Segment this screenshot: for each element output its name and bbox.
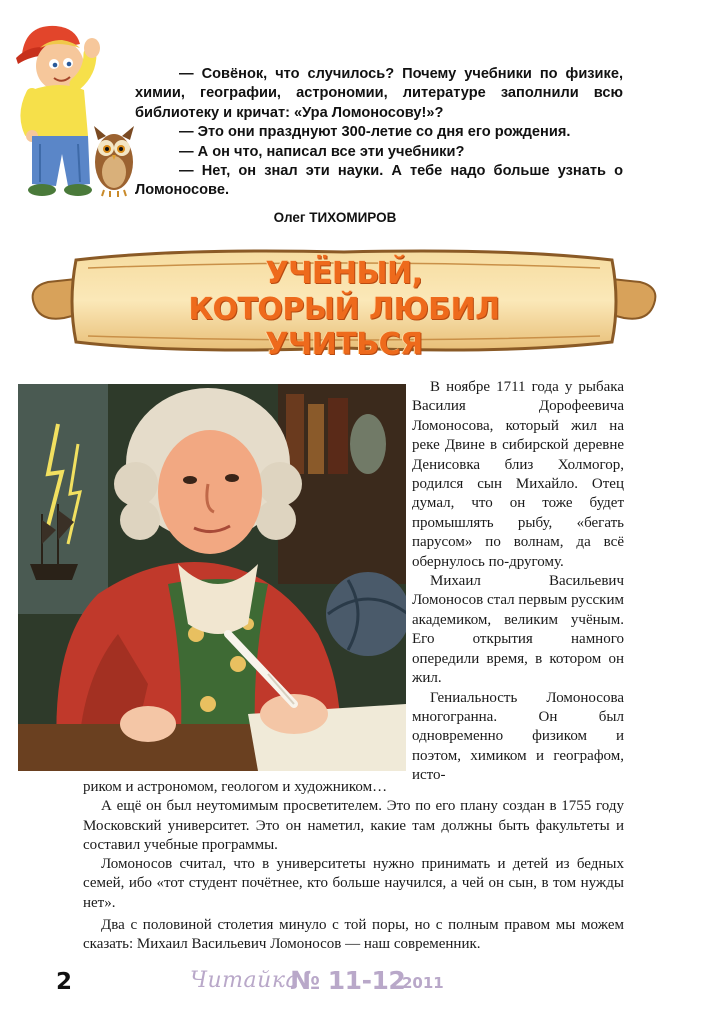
article-paragraph: Михаил Васильевич Ломоносов стал первым русским академиком, великим учёным. Его открытия намного опередили время, в котором он жил. — [412, 573, 624, 687]
article-right-column — [412, 378, 624, 786]
dialogue-line: — А он что, написал все эти учебники? — [179, 143, 465, 160]
author-name: Олег ТИХОМИРОВ — [273, 210, 397, 225]
boy-illustration-icon — [10, 14, 102, 200]
dialogue-line: — Это они празднуют 300-летие со дня его рождения. — [179, 124, 571, 141]
article-paragraph: Два с половиной столетия минуло с той поры, но с полным правом мы можем сказать: Михаил Васильевич Ломоносов — наш современник. — [83, 917, 624, 953]
title-scroll-banner — [28, 242, 660, 362]
article-paragraph: риком и астрономом, геологом и художником… — [83, 779, 388, 795]
dialogue-line: — Совёнок, что случилось? Почему учебники по физике, химии, географии, астрономии, литературе заполнили всю библиотеку и кричат: «Ура Ломоносову!»? — [135, 66, 623, 121]
article-paragraph: В ноябре 1711 года у рыбака Василия Дорофеевича Ломоносова, который жил на реке Двине в сибирской деревне Денисовка близ Холмогор, родился сын Михайло. Отец думал, что он тоже будет промышлять рыбу, «бегать парусом» по волнам, да всё обернулось по-другому. — [412, 379, 624, 570]
article-paragraph: А ещё он был неутомимым просветителем. Это по его плану создан в 1755 году Московский университет. Это он наметил, какие там должны быть факультеты и составил учебные программы. — [83, 798, 624, 853]
article-paragraph: Гениальность Ломоносова многогранна. Он был одновременно физиком и поэтом, химиком и географом, исто- — [412, 689, 624, 784]
lomonosov-portrait — [18, 384, 406, 771]
page-number: 2 — [56, 969, 73, 995]
issue-year: 2011 — [402, 974, 444, 992]
dialogue-line: — Нет, он знал эти науки. А тебе надо больше узнать о Ломоносове. — [135, 163, 623, 199]
article-title-line: КОТОРЫЙ ЛЮБИЛ УЧИТЬСЯ — [188, 292, 500, 362]
magazine-name: Читайка — [190, 968, 300, 993]
dialogue-block — [135, 65, 623, 201]
article-title-line: УЧЁНЫЙ, — [265, 256, 423, 291]
article-bottom-column — [83, 778, 624, 955]
owl-illustration-icon — [90, 122, 138, 198]
issue-number: № 11-12 — [290, 966, 406, 995]
article-paragraph: Ломоносов считал, что в университеты нужно принимать и детей из бедных семей, ибо «тот студент почётнее, кто больше научился, а чей он сын, в том нужды нет». — [83, 856, 624, 911]
